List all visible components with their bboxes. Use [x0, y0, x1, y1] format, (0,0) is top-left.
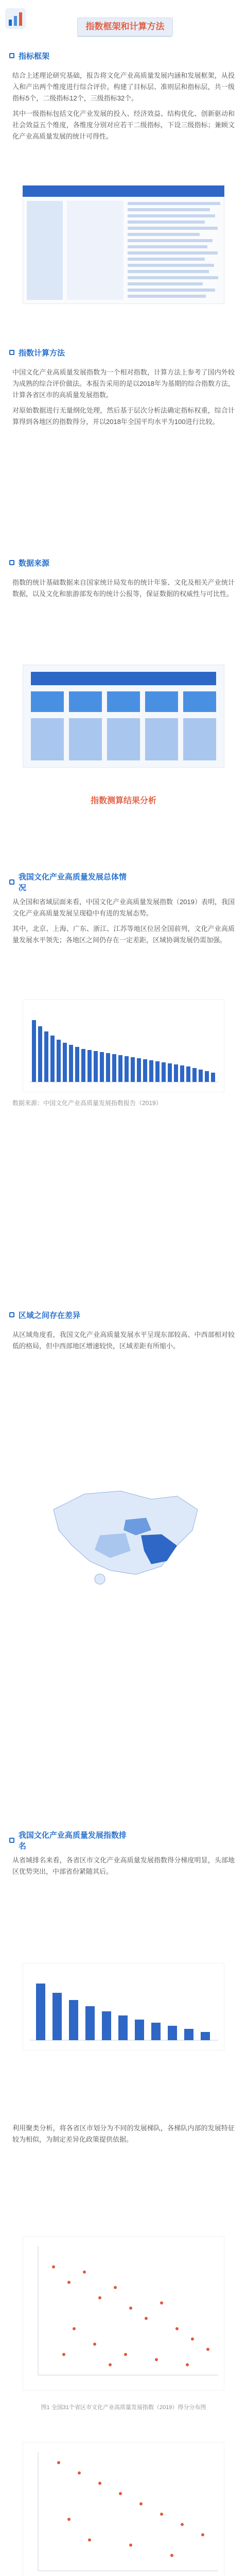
- section-marker-icon: [9, 53, 14, 58]
- figure-caption: 图1 全国31个省区市文化产业高质量发展指数（2019）得分分布图: [41, 2404, 206, 2411]
- section-heading-overall: [9, 873, 133, 892]
- province-bar-chart: [23, 999, 224, 1092]
- scatter-distribution-figure: [23, 2236, 224, 2391]
- section-body: [12, 1329, 235, 1356]
- section-body: [12, 577, 235, 604]
- section-banner: [0, 792, 247, 807]
- china-map-figure: [23, 1473, 224, 1592]
- section-heading-framework: [9, 49, 133, 62]
- section-title: 我国文化产业高质量发展总体情况: [18, 873, 127, 892]
- page-title: 指数框架和计算方法: [77, 18, 173, 36]
- chart-logo-icon: [4, 7, 27, 30]
- section-title: 数据来源: [19, 558, 50, 568]
- section-body: [12, 2123, 235, 2149]
- section-marker-icon: [9, 1838, 14, 1843]
- title-divider: [77, 36, 172, 37]
- ranking-scatter-figure: [23, 2442, 224, 2576]
- paragraph: 指数的统计基础数据来自国家统计局发布的统计年鉴、文化及相关产业统计数据，以及文化和旅游部发布的统计公报等，保证数据的权威性与可比性。: [12, 579, 235, 598]
- section-marker-icon: [9, 879, 14, 885]
- paragraph: 其中，北京、上海、广东、浙江、江苏等地区位居全国前列，文化产业高质量发展水平领先；各地区之间仍存在一定差距，区域协调发展仍需加强。: [12, 925, 235, 944]
- structure-diagram: [23, 665, 224, 768]
- section-marker-icon: [9, 1312, 14, 1317]
- column-chart: [23, 1963, 224, 2050]
- section-body: [12, 70, 235, 146]
- section-title: 指标框架: [19, 52, 50, 61]
- paragraph: 对原始数据进行无量纲化处理，然后基于层次分析法确定指标权重，综合计算得到各地区的指数得分，并以2018年全国平均水平为100进行比较。: [12, 406, 235, 426]
- paragraph: 中国文化产业高质量发展指数为一个相对指数，计算方法上参考了国内外较为成熟的综合评价做法。本报告采用的是以2018年为基期的综合指数方法，计算各省区市的高质量发展指数。: [12, 368, 235, 399]
- banner-title: 指数测算结果分析: [90, 796, 156, 805]
- paragraph: 结合上述理论研究基础，报告将文化产业高质量发展内涵和发展框架，从投入和产出两个维度进行综合评价。构建了目标层、准则层和指标层，共一级指标5个，二级指标12个，三级指标32个。: [12, 72, 235, 102]
- framework-table-figure: [23, 185, 224, 304]
- section-title: 区域之间存在差异: [19, 1311, 81, 1320]
- paragraph: 利用聚类分析，将各省区市划分为不同的发展梯队，各梯队内部的发展特征较为相似，为制定差异化政策提供依据。: [12, 2124, 235, 2143]
- section-heading-method: [9, 346, 133, 359]
- paragraph: 从区域角度看，我国文化产业高质量发展水平呈现东部较高、中西部相对较低的格局，但中西部地区增速较快，区域差距有所缩小。: [12, 1331, 235, 1350]
- section-title: 我国文化产业高质量发展指数排名: [18, 1831, 127, 1851]
- section-body: [12, 1855, 235, 1882]
- section-body: [12, 367, 235, 432]
- section-heading-region: [9, 1309, 133, 1321]
- chart-source-note: 数据来源：中国文化产业高质量发展指数报告（2019）: [12, 1099, 162, 1107]
- paragraph: 其中一级指标包括文化产业发展的投入、经济效益、结构优化、创新驱动和社会效益五个维度，各维度分别对应若干二级指标，下设三级指标；兼顾文化产业高质量发展的统计可得性。: [12, 110, 235, 140]
- section-body: [12, 896, 235, 950]
- section-title: 指数计算方法: [19, 348, 65, 358]
- section-heading-data-source: [9, 556, 133, 569]
- section-heading-ranking: [9, 1831, 133, 1851]
- section-marker-icon: [9, 560, 14, 565]
- paragraph: 从全国和省域层面来看，中国文化产业高质量发展指数（2019）表明，我国文化产业高质量发展呈现稳中有进的发展态势。: [12, 898, 235, 917]
- section-marker-icon: [9, 350, 14, 355]
- paragraph: 从省域排名来看，各省区市文化产业高质量发展指数得分梯度明显，头部地区优势突出，中部省份紧随其后。: [12, 1856, 235, 1875]
